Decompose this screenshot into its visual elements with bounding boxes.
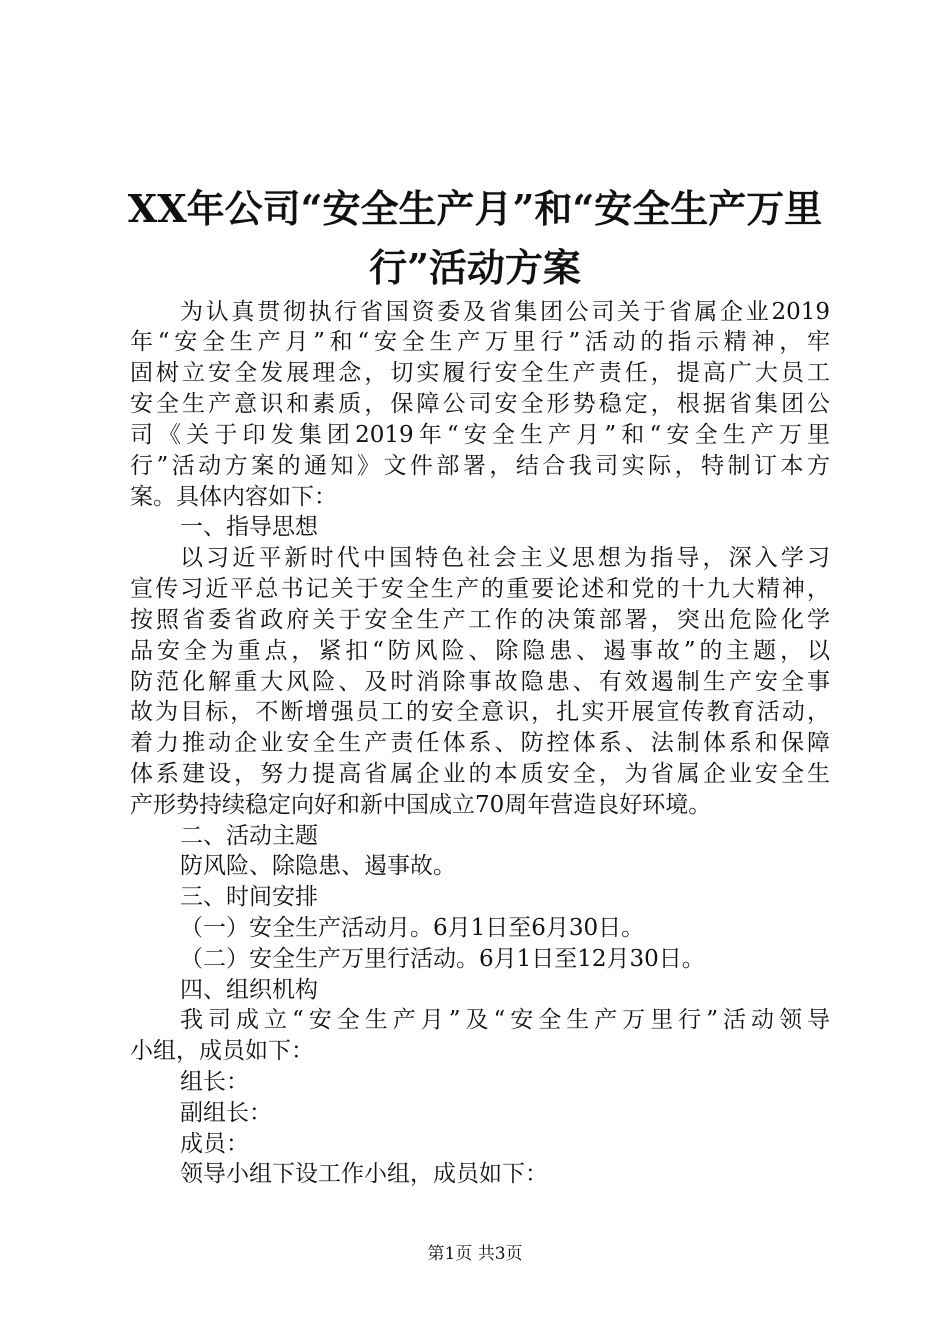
paragraph-line: 固树立安全发展理念，切实履行安全生产责任，提高广大员工 (130, 360, 830, 386)
schedule-item: （二）安全生产万里行活动。6月1日至12月30日。 (180, 946, 705, 972)
section-heading: 三、时间安排 (180, 884, 318, 910)
schedule-item: （一）安全生产活动月。6月1日至6月30日。 (180, 915, 645, 941)
paragraph-line: 年“安全生产月”和“安全生产万里行”活动的指示精神，牢 (130, 329, 830, 355)
paragraph-line: 宣传习近平总书记关于安全生产的重要论述和党的十九大精神， (130, 576, 830, 602)
paragraph-line: 产形势持续稳定向好和新中国成立70周年营造良好环境。 (130, 792, 712, 818)
section-heading: 二、活动主题 (180, 823, 318, 849)
paragraph-line: 着力推动企业安全生产责任体系、防控体系、法制体系和保障 (130, 730, 830, 756)
role-label-leader: 组长： (180, 1069, 249, 1095)
paragraph-line: 故为目标，不断增强员工的安全意识，扎实开展宣传教育活动， (130, 699, 830, 725)
paragraph-line: 司《关于印发集团2019年“安全生产月”和“安全生产万里 (130, 422, 830, 448)
paragraph-line: 为认真贯彻执行省国资委及省集团公司关于省属企业2019 (180, 299, 830, 325)
paragraph-line: 体系建设，努力提高省属企业的本质安全，为省属企业安全生 (130, 761, 830, 787)
paragraph-line: 防范化解重大风险、及时消除事故隐患、有效遏制生产安全事 (130, 669, 830, 695)
paragraph-line: 品安全为重点，紧扣“防风险、除隐患、遏事故”的主题，以 (130, 638, 830, 664)
role-label-members: 成员： (180, 1131, 249, 1157)
paragraph-line: 我司成立“安全生产月”及“安全生产万里行”活动领导 (180, 1007, 830, 1033)
paragraph-line: 案。具体内容如下： (130, 484, 337, 510)
paragraph-line: 按照省委省政府关于安全生产工作的决策部署，突出危险化学 (130, 607, 830, 633)
document-title-line-2: 行”活动方案 (369, 245, 581, 290)
paragraph-line: 小组，成员如下： (130, 1038, 314, 1064)
document-title-line-1: XX年公司“安全生产月”和“安全生产万里 (127, 186, 823, 231)
paragraph-line: 领导小组下设工作小组，成员如下： (180, 1161, 548, 1187)
section-heading: 一、指导思想 (180, 514, 318, 540)
role-label-deputy: 副组长： (180, 1100, 272, 1126)
section-heading: 四、组织机构 (180, 977, 318, 1003)
paragraph-line: 防风险、除隐患、遏事故。 (180, 853, 456, 879)
paragraph-line: 以习近平新时代中国特色社会主义思想为指导，深入学习 (180, 545, 830, 571)
paragraph-line: 安全生产意识和素质，保障公司安全形势稳定，根据省集团公 (130, 391, 830, 417)
paragraph-line: 行”活动方案的通知》文件部署，结合我司实际，特制订本方 (130, 453, 830, 479)
page-footer: 第1页 共3页 (427, 1244, 523, 1264)
